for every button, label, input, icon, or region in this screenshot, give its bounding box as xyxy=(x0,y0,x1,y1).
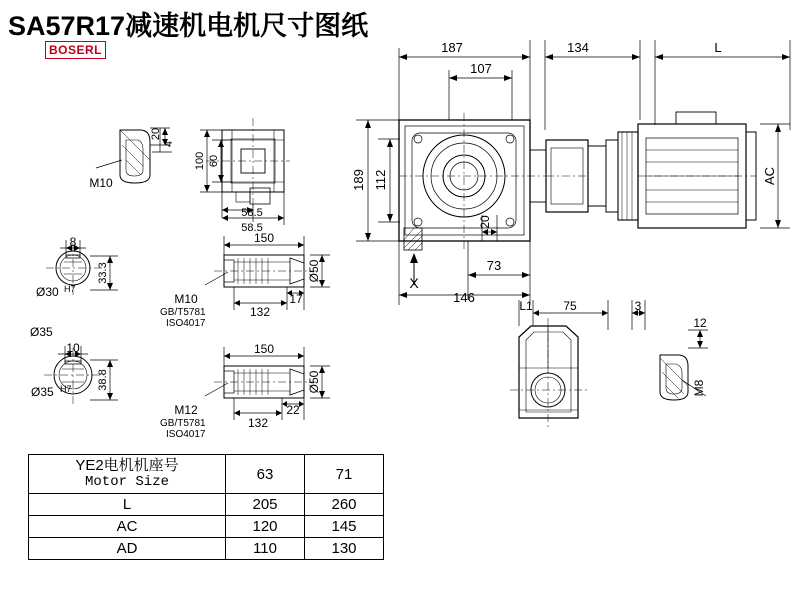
table-header-label xyxy=(29,455,226,494)
dim-146: 146 xyxy=(453,290,475,305)
table-header-row xyxy=(29,455,384,494)
dim-132-bot: 132 xyxy=(247,416,269,430)
table-header-label-en: Motor Size xyxy=(84,474,169,490)
label-M8: M8 xyxy=(692,379,706,397)
dim-17: 17 xyxy=(289,292,303,306)
brand-logo: BOSERL xyxy=(45,41,106,59)
row-label-L: L xyxy=(29,494,226,516)
table-header-col1: 63 xyxy=(226,455,305,494)
row-AD-col1: 110 xyxy=(226,538,305,560)
dim-AC: AC xyxy=(762,166,777,186)
std1-line1: GB/T5781 xyxy=(160,307,206,318)
dim-4-key: 4 xyxy=(163,140,175,148)
dim-X: X xyxy=(409,275,419,291)
dim-dia30-tol: H7 xyxy=(64,284,76,294)
dim-dia35b: Ø35 xyxy=(31,385,54,399)
dim-20-main: 20 xyxy=(478,215,492,229)
label-M10-shaft: M10 xyxy=(174,292,198,306)
dim-150-bot: 150 xyxy=(253,342,275,356)
dim-134: 134 xyxy=(567,40,589,55)
dim-12: 12 xyxy=(693,316,707,330)
dim-3: 3 xyxy=(634,299,642,313)
table-header-label-cn: YE2电机机座号 xyxy=(75,457,179,474)
dim-dia35b-tol: H7 xyxy=(60,384,72,394)
table-row xyxy=(29,494,384,516)
dim-60: 60 xyxy=(208,154,220,168)
row-label-AC: AC xyxy=(29,516,226,538)
dim-38-8: 38.8 xyxy=(97,369,109,391)
motor-size-table xyxy=(28,454,384,560)
row-AC-col1: 120 xyxy=(226,516,305,538)
dim-dia50-top: Ø50 xyxy=(307,259,321,283)
page-title: SA57R17减速机电机尺寸图纸 xyxy=(8,11,369,41)
dim-22: 22 xyxy=(286,403,300,417)
table-row xyxy=(29,538,384,560)
std2-line2: ISO4017 xyxy=(166,429,206,440)
dim-112: 112 xyxy=(373,169,388,191)
dim-100: 100 xyxy=(194,151,206,171)
row-label-AD: AD xyxy=(29,538,226,560)
dim-58-5-a: 58.5 xyxy=(241,207,263,219)
dim-20-key: 20 xyxy=(150,127,162,141)
row-AD-col2: 130 xyxy=(305,538,384,560)
dim-L: L xyxy=(714,40,722,55)
dim-73: 73 xyxy=(486,258,502,273)
dim-58-5-b: 58.5 xyxy=(241,222,263,234)
table-header-col2: 71 xyxy=(305,455,384,494)
label-M10-top: M10 xyxy=(89,176,113,190)
dim-dia50-bot: Ø50 xyxy=(307,370,321,394)
row-AC-col2: 145 xyxy=(305,516,384,538)
dim-dia35: Ø35 xyxy=(30,325,53,339)
dim-150-top: 150 xyxy=(253,231,275,245)
dim-dia30: Ø30 xyxy=(36,285,59,299)
row-L-col1: 205 xyxy=(226,494,305,516)
dim-L1: L1 xyxy=(519,299,533,313)
dim-132-top: 132 xyxy=(249,305,271,319)
std1-line2: ISO4017 xyxy=(166,318,206,329)
table-row xyxy=(29,516,384,538)
row-L-col2: 260 xyxy=(305,494,384,516)
dim-75: 75 xyxy=(563,299,577,313)
dim-33-3: 33.3 xyxy=(97,262,109,284)
label-M12-shaft: M12 xyxy=(174,403,198,417)
dim-8: 8 xyxy=(69,235,77,249)
dim-189: 189 xyxy=(351,169,366,191)
dim-187: 187 xyxy=(441,40,463,55)
std2-line1: GB/T5781 xyxy=(160,418,206,429)
dim-10: 10 xyxy=(66,341,80,355)
dim-107: 107 xyxy=(470,61,492,76)
